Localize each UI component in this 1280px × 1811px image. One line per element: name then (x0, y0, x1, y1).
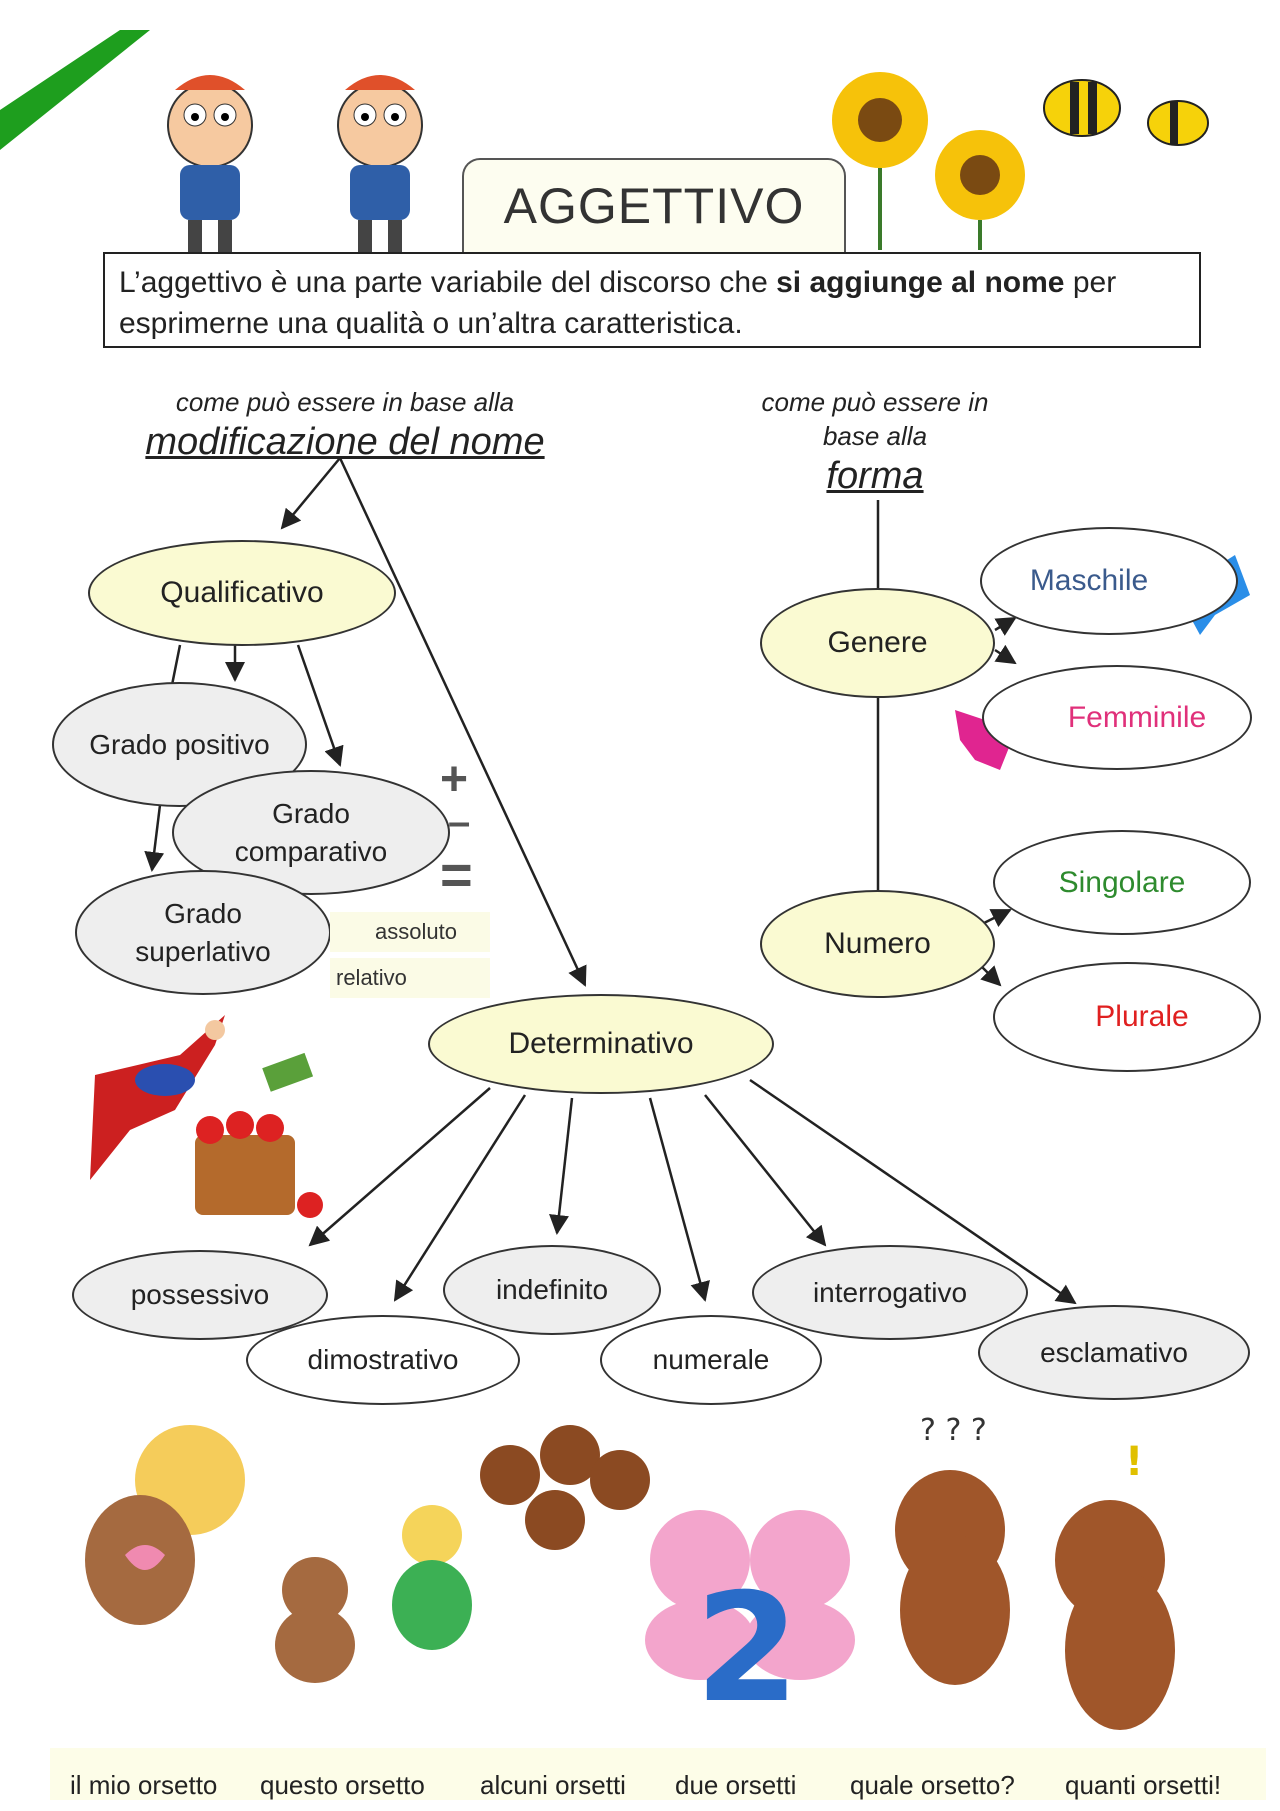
node-singolare: Singolare (993, 830, 1251, 935)
symbol-plus: + (440, 753, 469, 806)
symbol-minus: – (448, 800, 471, 844)
node-grado-positivo: Grado positivo (52, 682, 307, 807)
node-grado-superlativo: Grado superlativo (75, 870, 331, 995)
girl-with-teddy-icon (85, 1425, 245, 1625)
teddy-group-icon (480, 1425, 650, 1550)
symbol-equal: = (440, 843, 473, 906)
label-relativo: relativo (330, 958, 490, 998)
right-heading (730, 385, 1020, 499)
sunflower-icon (832, 72, 1025, 250)
node-numerale: numerale (600, 1315, 822, 1405)
surprised-bear-icon (1055, 1439, 1175, 1730)
node-femminile: Femminile (982, 665, 1252, 770)
bee-icon (1044, 80, 1208, 145)
label-assoluto: assoluto (330, 912, 490, 952)
example-possessivo: il mio orsetto (70, 1770, 218, 1800)
definition-text-2: per esprimerne una qualità o un’altra caratteristica. (119, 266, 1117, 340)
teddy-and-child-icon (275, 1505, 472, 1683)
node-indefinito: indefinito (443, 1245, 661, 1335)
node-interrogativo: interrogativo (752, 1245, 1028, 1340)
definition-text-1: L’aggettivo è una parte variabile del discorso che (119, 266, 777, 299)
left-heading-line1: come può essere in base alla (175, 387, 515, 417)
cartoon-man-left-icon (168, 75, 252, 255)
node-esclamativo: esclamativo (978, 1305, 1250, 1400)
example-indefinito: alcuni orsetti (480, 1770, 626, 1800)
definition-box (103, 252, 1201, 348)
example-esclamativo: quanti orsetti! (1065, 1770, 1222, 1800)
right-heading-line3: forma (826, 455, 924, 497)
node-determinativo: Determinativo (428, 994, 774, 1094)
node-possessivo: possessivo (72, 1250, 328, 1340)
svg-text:!: ! (1125, 1439, 1144, 1485)
confused-bear-icon (895, 1413, 1010, 1685)
example-numerale: due orsetti (675, 1770, 797, 1800)
svg-text:? ? ?: ? ? ? (920, 1413, 987, 1448)
node-maschile: Maschile (980, 527, 1238, 635)
node-numero: Numero (760, 890, 995, 998)
svg-text:2: 2 (695, 1562, 800, 1736)
examples-strip (50, 1748, 1266, 1800)
page-title: AGGETTIVO (462, 158, 846, 252)
apple-basket-icon (195, 1053, 323, 1218)
node-qualificativo: Qualificativo (88, 540, 396, 646)
node-plurale: Plurale (993, 962, 1261, 1072)
pink-bears-number-two-icon (645, 1510, 855, 1736)
node-genere: Genere (760, 588, 995, 698)
node-grado-comparativo: Grado comparativo (172, 770, 450, 895)
node-dimostrativo: dimostrativo (246, 1315, 520, 1405)
example-dimostrativo: questo orsetto (260, 1770, 425, 1800)
corner-band (0, 30, 150, 150)
right-heading-line1: come può essere in (761, 387, 989, 417)
left-heading (110, 385, 580, 465)
example-interrogativo: quale orsetto? (850, 1770, 1015, 1800)
left-heading-line2: modificazione del nome (145, 421, 545, 463)
definition-bold: si aggiunge al nome (776, 266, 1065, 299)
right-heading-line2: base alla (822, 421, 928, 451)
cartoon-man-right-icon (338, 75, 422, 255)
